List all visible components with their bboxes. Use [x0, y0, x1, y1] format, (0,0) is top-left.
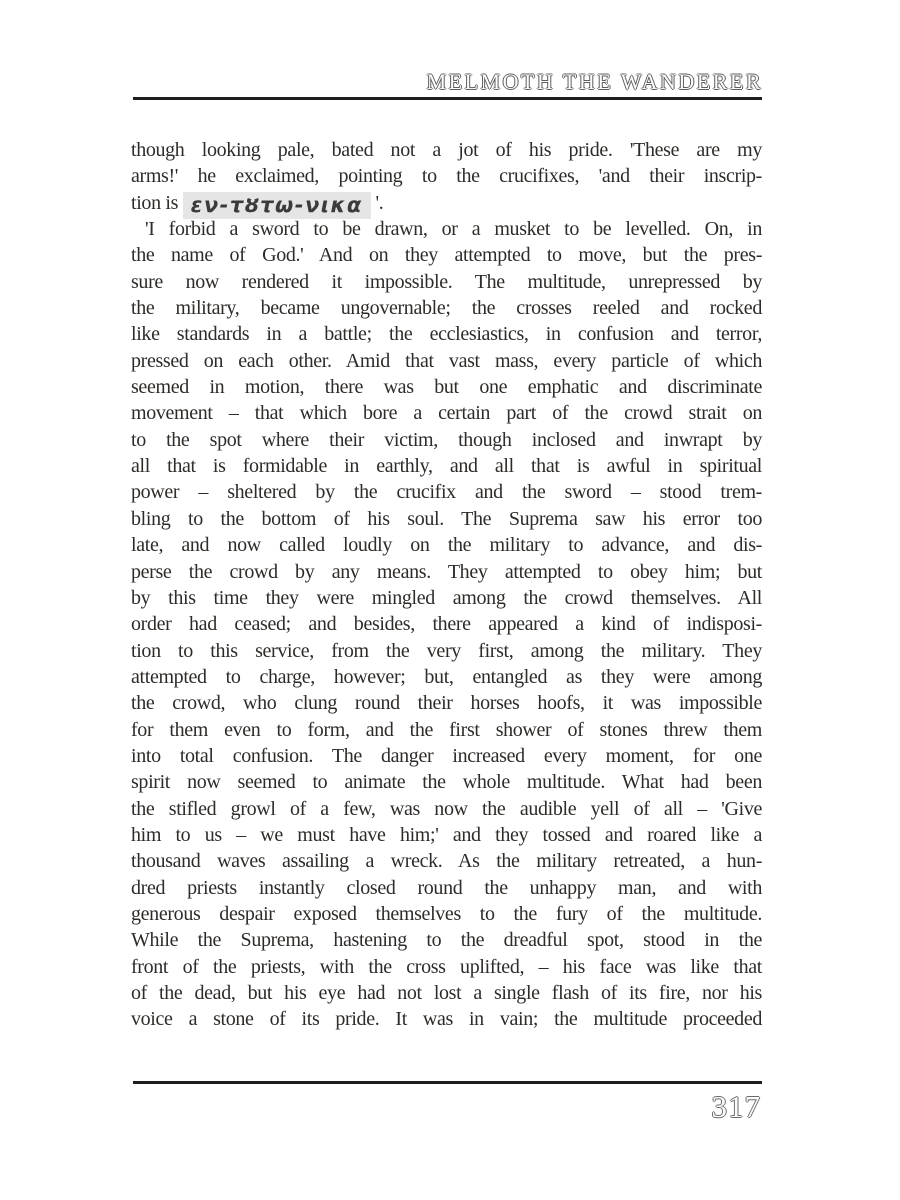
text-line: the name of God.' And on they attempted to move, but the pres-: [131, 244, 762, 267]
text-line: into total confusion. The danger increased every moment, for one: [131, 744, 762, 767]
text-line: the military, became ungovernable; the crosses reeled and rocked: [131, 297, 762, 320]
text-line: thousand waves assailing a wreck. As the military retreated, a hun-: [131, 850, 762, 873]
text-line: power – sheltered by the crucifix and the sword – stood trem-: [131, 481, 762, 504]
text-line: While the Suprema, hastening to the dreadful spot, stood in the: [131, 929, 762, 952]
text-line: front of the priests, with the cross uplifted, – his face was like that: [131, 955, 762, 978]
text-line: of the dead, but his eye had not lost a single flash of its fire, nor his: [131, 982, 762, 1004]
text-line: to the spot where their victim, though inclosed and inwrapt by: [131, 428, 762, 451]
page-title: MELMOTH THE WANDERER: [426, 69, 763, 94]
text-line: order had ceased; and besides, there appeared a kind of indisposi-: [131, 613, 762, 636]
text-line: dred priests instantly closed round the unhappy man, and with: [131, 876, 762, 899]
text-line: him to us – we must have him;' and they tossed and roared like a: [131, 823, 762, 846]
text-line: though looking pale, bated not a jot of his pride. 'These are my: [131, 139, 762, 161]
text-line: voice a stone of its pride. It was in vain; the multitude proceeded: [131, 1008, 762, 1031]
text-line: the stifled growl of a few, was now the audible yell of all – 'Give: [131, 797, 762, 820]
footer-rule: [133, 1081, 762, 1084]
text-line: 'I forbid a sword to be drawn, or a musket to be levelled. On, in: [145, 218, 762, 241]
text-line: for them even to form, and the first shower of stones threw them: [131, 718, 762, 741]
text-line: arms!' he exclaimed, pointing to the crucifixes, 'and their inscrip-: [131, 165, 762, 188]
text-line: the crowd, who clung round their horses hoofs, it was impossible: [131, 692, 762, 715]
text-line: bling to the bottom of his soul. The Suprema saw his error too: [131, 507, 762, 530]
text-line: by this time they were mingled among the crowd themselves. All: [131, 586, 762, 609]
text-line: [131, 190, 762, 216]
text-line: pressed on each other. Amid that vast mass, every particle of which: [131, 349, 762, 372]
text-line: generous despair exposed themselves to the fury of the multitude.: [131, 902, 762, 925]
text-line: like standards in a battle; the ecclesiastics, in confusion and terror,: [131, 323, 762, 346]
text-line: late, and now called loudly on the military to advance, and dis-: [131, 534, 762, 557]
body-text: [131, 137, 762, 1033]
text-line: perse the crowd by any means. They attempted to obey him; but: [131, 560, 762, 583]
text-after-inscription: '.: [370, 191, 384, 214]
greek-inscription-image: εν-τȣτω-νικα: [183, 192, 371, 219]
text-line: all that is formidable in earthly, and all that is awful in spiritual: [131, 455, 762, 478]
text-line: tion to this service, from the very first, among the military. They: [131, 639, 762, 662]
text-line: seemed in motion, there was but one emphatic and discriminate: [131, 376, 762, 399]
text-line: movement – that which bore a certain part of the crowd strait on: [131, 402, 762, 425]
page-number: 317: [711, 1089, 761, 1124]
text-line: sure now rendered it impossible. The multitude, unrepressed by: [131, 270, 762, 293]
header-rule: [133, 97, 762, 100]
text-line: attempted to charge, however; but, entangled as they were among: [131, 665, 762, 688]
text-line: spirit now seemed to animate the whole multitude. What had been: [131, 771, 762, 794]
text-before-inscription: tion is: [131, 191, 183, 214]
